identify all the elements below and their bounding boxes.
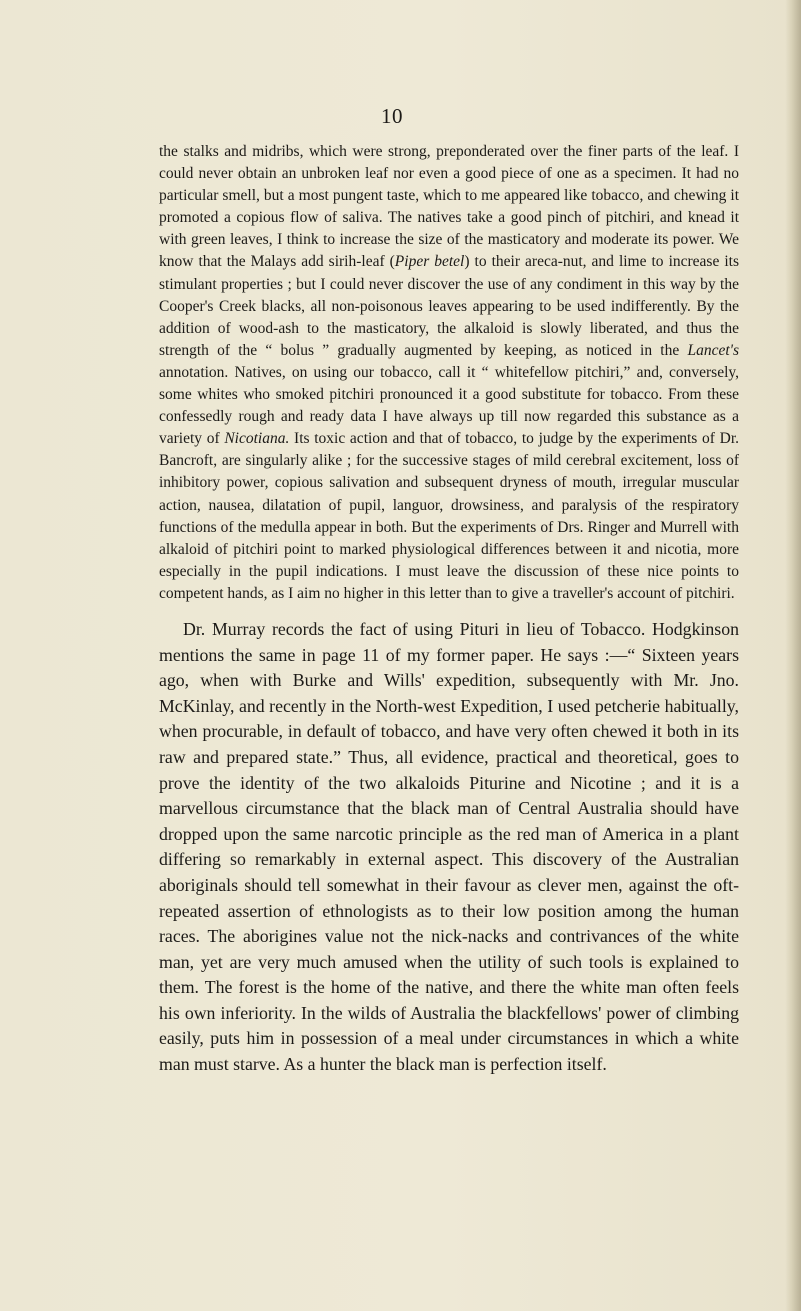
italic-term: Lancet's	[687, 341, 739, 359]
paragraph-text: ) to their areca-nut, and lime to increase its stimulant properties ; but I could never discover the use of any condiment in this way by the Cooper's Creek blacks, all non-poisonous leaves appearing to be used indifferently. By the addition of wood-ash to the masticatory, the alkaloid is slowly liberated, and thus the strength of the “ bolus ” gradually augmented by keeping, as noticed in the	[159, 253, 739, 359]
page-number: 10	[381, 104, 403, 128]
paragraph-text: the stalks and midribs, which were strong, preponderated over the finer parts of the leaf. I could never obtain an unbroken leaf nor even a good piece of one as a specimen. It had no particular smell, but a most pungent taste, which to me appeared like tobacco, and chewing it promoted a copious flow of saliva. The natives take a good pinch of pitchiri, and knead it with green leaves, I think to increase the size of the masticatory and moderate its power. We know that the Malays add sirih-leaf (	[159, 143, 739, 271]
paragraph-pitchiri-account	[159, 141, 739, 605]
paragraph-text: Its toxic action and that of tobacco, to judge by the experiments of Dr. Bancroft, are singularly alike ; for the successive stages of mild cerebral excitement, loss of inhibitory power, copious salivation and subsequent dryness of mouth, irregular muscular action, nausea, dilatation of pupil, languor, drowsiness, and paralysis of the respiratory functions of the medulla appear in both. But the experiments of Drs. Ringer and Murrell with alkaloid of pitchiri point to marked physiological differences between it and nicotia, more especially in the pupil indications. I must leave the discussion of these nice points to competent hands, as I aim no higher in this letter than to give a traveller's account of pitchiri.	[159, 430, 740, 602]
body-text	[159, 141, 739, 1078]
italic-term: Nicotiana.	[224, 430, 290, 448]
italic-term: Piper betel	[394, 253, 465, 271]
paragraph-text: annotation. Natives, on using our tobacco, call it “ whitefellow pitchiri,” and, conversely, some whites who smoked pitchiri pronounced it a good substitute for tobacco. From these confessedly rough and ready data I have always up till now regarded this substance as a variety of	[159, 363, 739, 448]
paragraph-murray-records: Dr. Murray records the fact of using Pituri in lieu of Tobacco. Hodgkinson mentions the same in page 11 of my former paper. He says :—“ Sixteen years ago, when with Burke and Wills' expedition, subsequently with Mr. Jno. McKinlay, and recently in the North-west Expedition, I used petcherie habitually, when procurable, in default of tobacco, and have very often chewed it both in its raw and prepared state.” Thus, all evidence, practical and theoretical, goes to prove the identity of the two alkaloids Piturine and Nicotine ; and it is a marvellous circumstance that the black man of Central Australia should have dropped upon the same narcotic principle as the red man of America in a plant differing so remarkably in external aspect. This discovery of the Australian aboriginals should tell somewhat in their favour as clever men, against the oft-repeated assertion of ethnologists as to their low position among the human races. The aborigines value not the nick-nacks and contrivances of the white man, yet are very much amused when the utility of such tools is explained to them. The forest is the home of the native, and there the white man often feels his own inferiority. In the wilds of Australia the blackfellows' power of climbing easily, puts him in possession of a meal under circumstances in which a white man must starve. As a hunter the black man is perfection itself.	[159, 618, 739, 1075]
page-edge-shadow	[785, 0, 801, 1311]
